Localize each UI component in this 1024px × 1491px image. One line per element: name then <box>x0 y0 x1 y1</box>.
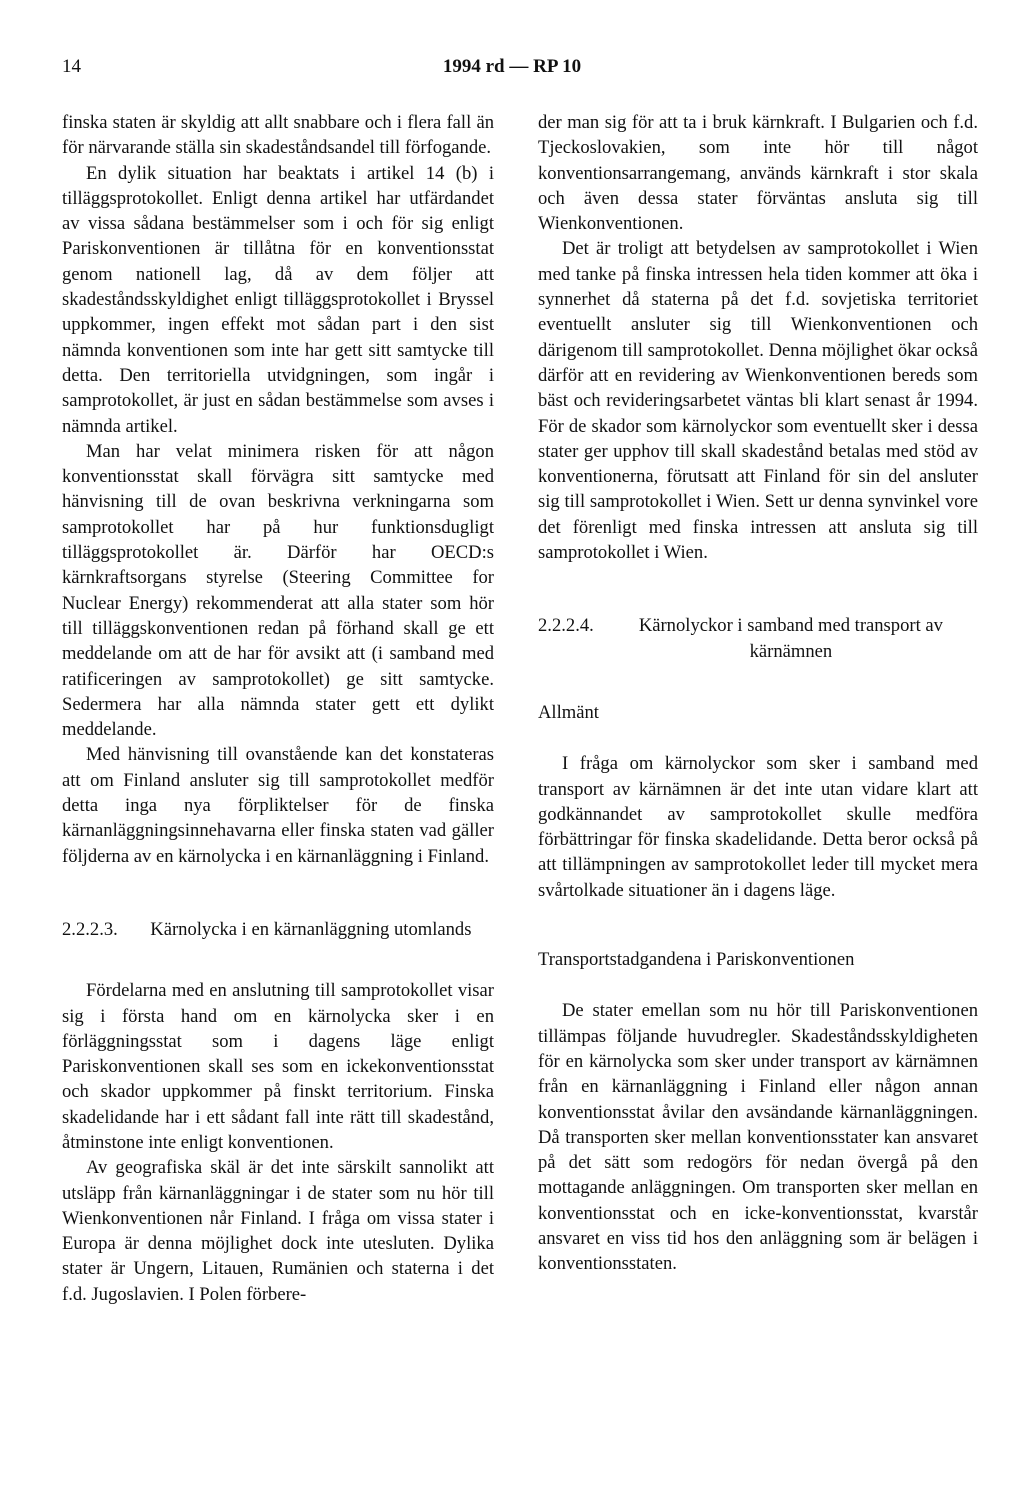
subheading: Allmänt <box>538 701 599 723</box>
section-heading-2-2-2-3 <box>62 917 494 942</box>
paragraph: Man har velat minimera risken för att någon konventionsstat skall förvägra sitt samtycke med hänvisning till de ovan beskrivna verkningarna som samprotokollet har på hur funktionsdugligt tilläggsprotokollet är. Därför har OECD:s kärnkraftsorgans styrelse (Steering Committee for Nuclear Energy) rekommenderat att alla stater som hör till tilläggskonventionen redan på förhand skall ge ett meddelande om att de har för avsikt att (i samband med ratificeringen av samprotokollet) ge sitt samtycke. Sedermera har alla nämnda stater gett ett dylikt meddelande. <box>62 440 494 741</box>
section-heading-2-2-2-4 <box>538 613 978 664</box>
paragraph: der man sig för att ta i bruk kärnkraft. I Bulgarien och f.d. Tjeckoslovakien, som inte hör till något konventionsarrangemang, används kärnkraft i stor skala och även dessa stater förväntas ansluta sig till Wienkonventionen. <box>538 112 978 235</box>
paragraph: De stater emellan som nu hör till Pariskonventionen tillämpas följande huvudregler. Skadeståndsskyldigheten för en kärnolycka som sker under transport av kärnämnen från en kärnanläggning i Finland eller någon annan konventionsstat åvilar den avsändande kärnanläggningen. Då transporten sker mellan konventionsstater kan ansvaret på det sätt som redogörs för nedan övergå på den mottagande anläggningen. Om transporten sker mellan en konventionsstat och en icke-konventionsstat, kvarstår ansvaret en viss tid hos den anläggning som är belägen i konventionsstaten. <box>538 1000 978 1275</box>
paragraph: Fördelarna med en anslutning till samprotokollet visar sig i första hand om en kärnolycka sker i en förläggningsstat som i dagens läge enligt Pariskonventionen skall ses som en ickekonventionsstat och skador uppkommer på finskt territorium. Finska skadelidande har i ett sådant fall inte rätt till skadestånd, åtminstone inte enligt konventionen. <box>62 980 494 1153</box>
paragraph: Det är troligt att betydelsen av samprotokollet i Wien med tanke på finska intressen hela tiden kommer att öka i synnerhet då staterna på det f.d. sovjetiska territoriet eventuellt ansluter sig till Wienkonventionen och därigenom till samprotokollet. Denna möjlighet ökar också därför att en revidering av Wienkonventionen bereds som bäst och revideringsarbetet väntas bli klart senast år 1994. För de skador som kärnolyckor som eventuellt sker i dessa stater ger upphov till skall skadestånd betalas med stöd av konventionerna, förutsatt att Finland för sin del ansluter sig till samprotokollet i Wien. Sett ur denna synvinkel vore det förenligt med finska intressen att ansluta sig till samprotokollet i Wien. <box>538 238 978 564</box>
page-number: 14 <box>62 56 81 77</box>
page-header-title: 1994 rd — RP 10 <box>442 56 582 77</box>
paragraph: Med hänvisning till ovanstående kan det konstateras att om Finland ansluter sig till samprotokollet medför detta inga nya förpliktelser för de finska kärnanläggningsinnehavarna eller finska staten vad gäller följderna av en kärnolycka i en kärnanläggning i Finland. <box>62 744 494 867</box>
right-column <box>538 110 978 1277</box>
paragraph: I fråga om kärnolyckor som sker i samband med transport av kärnämnen är det inte utan vidare klart att godkännandet av samprotokollet skulle medföra förbättringar för finska skadelidande. Detta beror också på att tillämpningen av samprotokollet leder till mycket mera svårtolkade situationer än i dagens läge. <box>538 753 978 901</box>
paragraph: En dylik situation har beaktats i artikel 14 (b) i tilläggsprotokollet. Enligt denna artikel har utfärdandet av vissa sådana bestämmelser som i och för sig enligt Pariskonventionen är tillåtna för en konventionsstat genom nationell lag, då av dem följer att skadeståndsskyldighet enligt tilläggsprotokollet i Bryssel uppkommer, ingen effekt mot sådan part i den sist nämnda konventionen som inte har gett sitt samtycke till detta. Den territoriella utvidgningen, som ingår i samprotokollet, är just en sådan bestämmelse som avses i nämnda artikel. <box>62 162 494 437</box>
section-number: 2.2.2.3. <box>62 918 118 940</box>
section-number: 2.2.2.4. <box>538 615 594 637</box>
paragraph: finska staten är skyldig att allt snabbare och i flera fall än för närvarande ställa sin skadeståndsandel till förfogande. <box>62 112 494 159</box>
section-title: Kärnolyckor i samband med transport av kärnämnen <box>638 615 943 662</box>
left-column <box>62 110 494 1307</box>
subheading: Transportstadgandena i Pariskonventionen <box>538 949 855 971</box>
section-title: Kärnolycka i en kärnanläggning utomlands <box>150 918 472 940</box>
paragraph: Av geografiska skäl är det inte särskilt sannolikt att utsläpp från kärnanläggningar i de stater som nu hör till Wienkonventionen når Finland. I fråga om vissa stater i Europa är denna möjlighet dock inte utesluten. Dylika stater är Ungern, Litauen, Rumänien och staterna i det f.d. Jugoslavien. I Polen förbere- <box>62 1157 494 1305</box>
